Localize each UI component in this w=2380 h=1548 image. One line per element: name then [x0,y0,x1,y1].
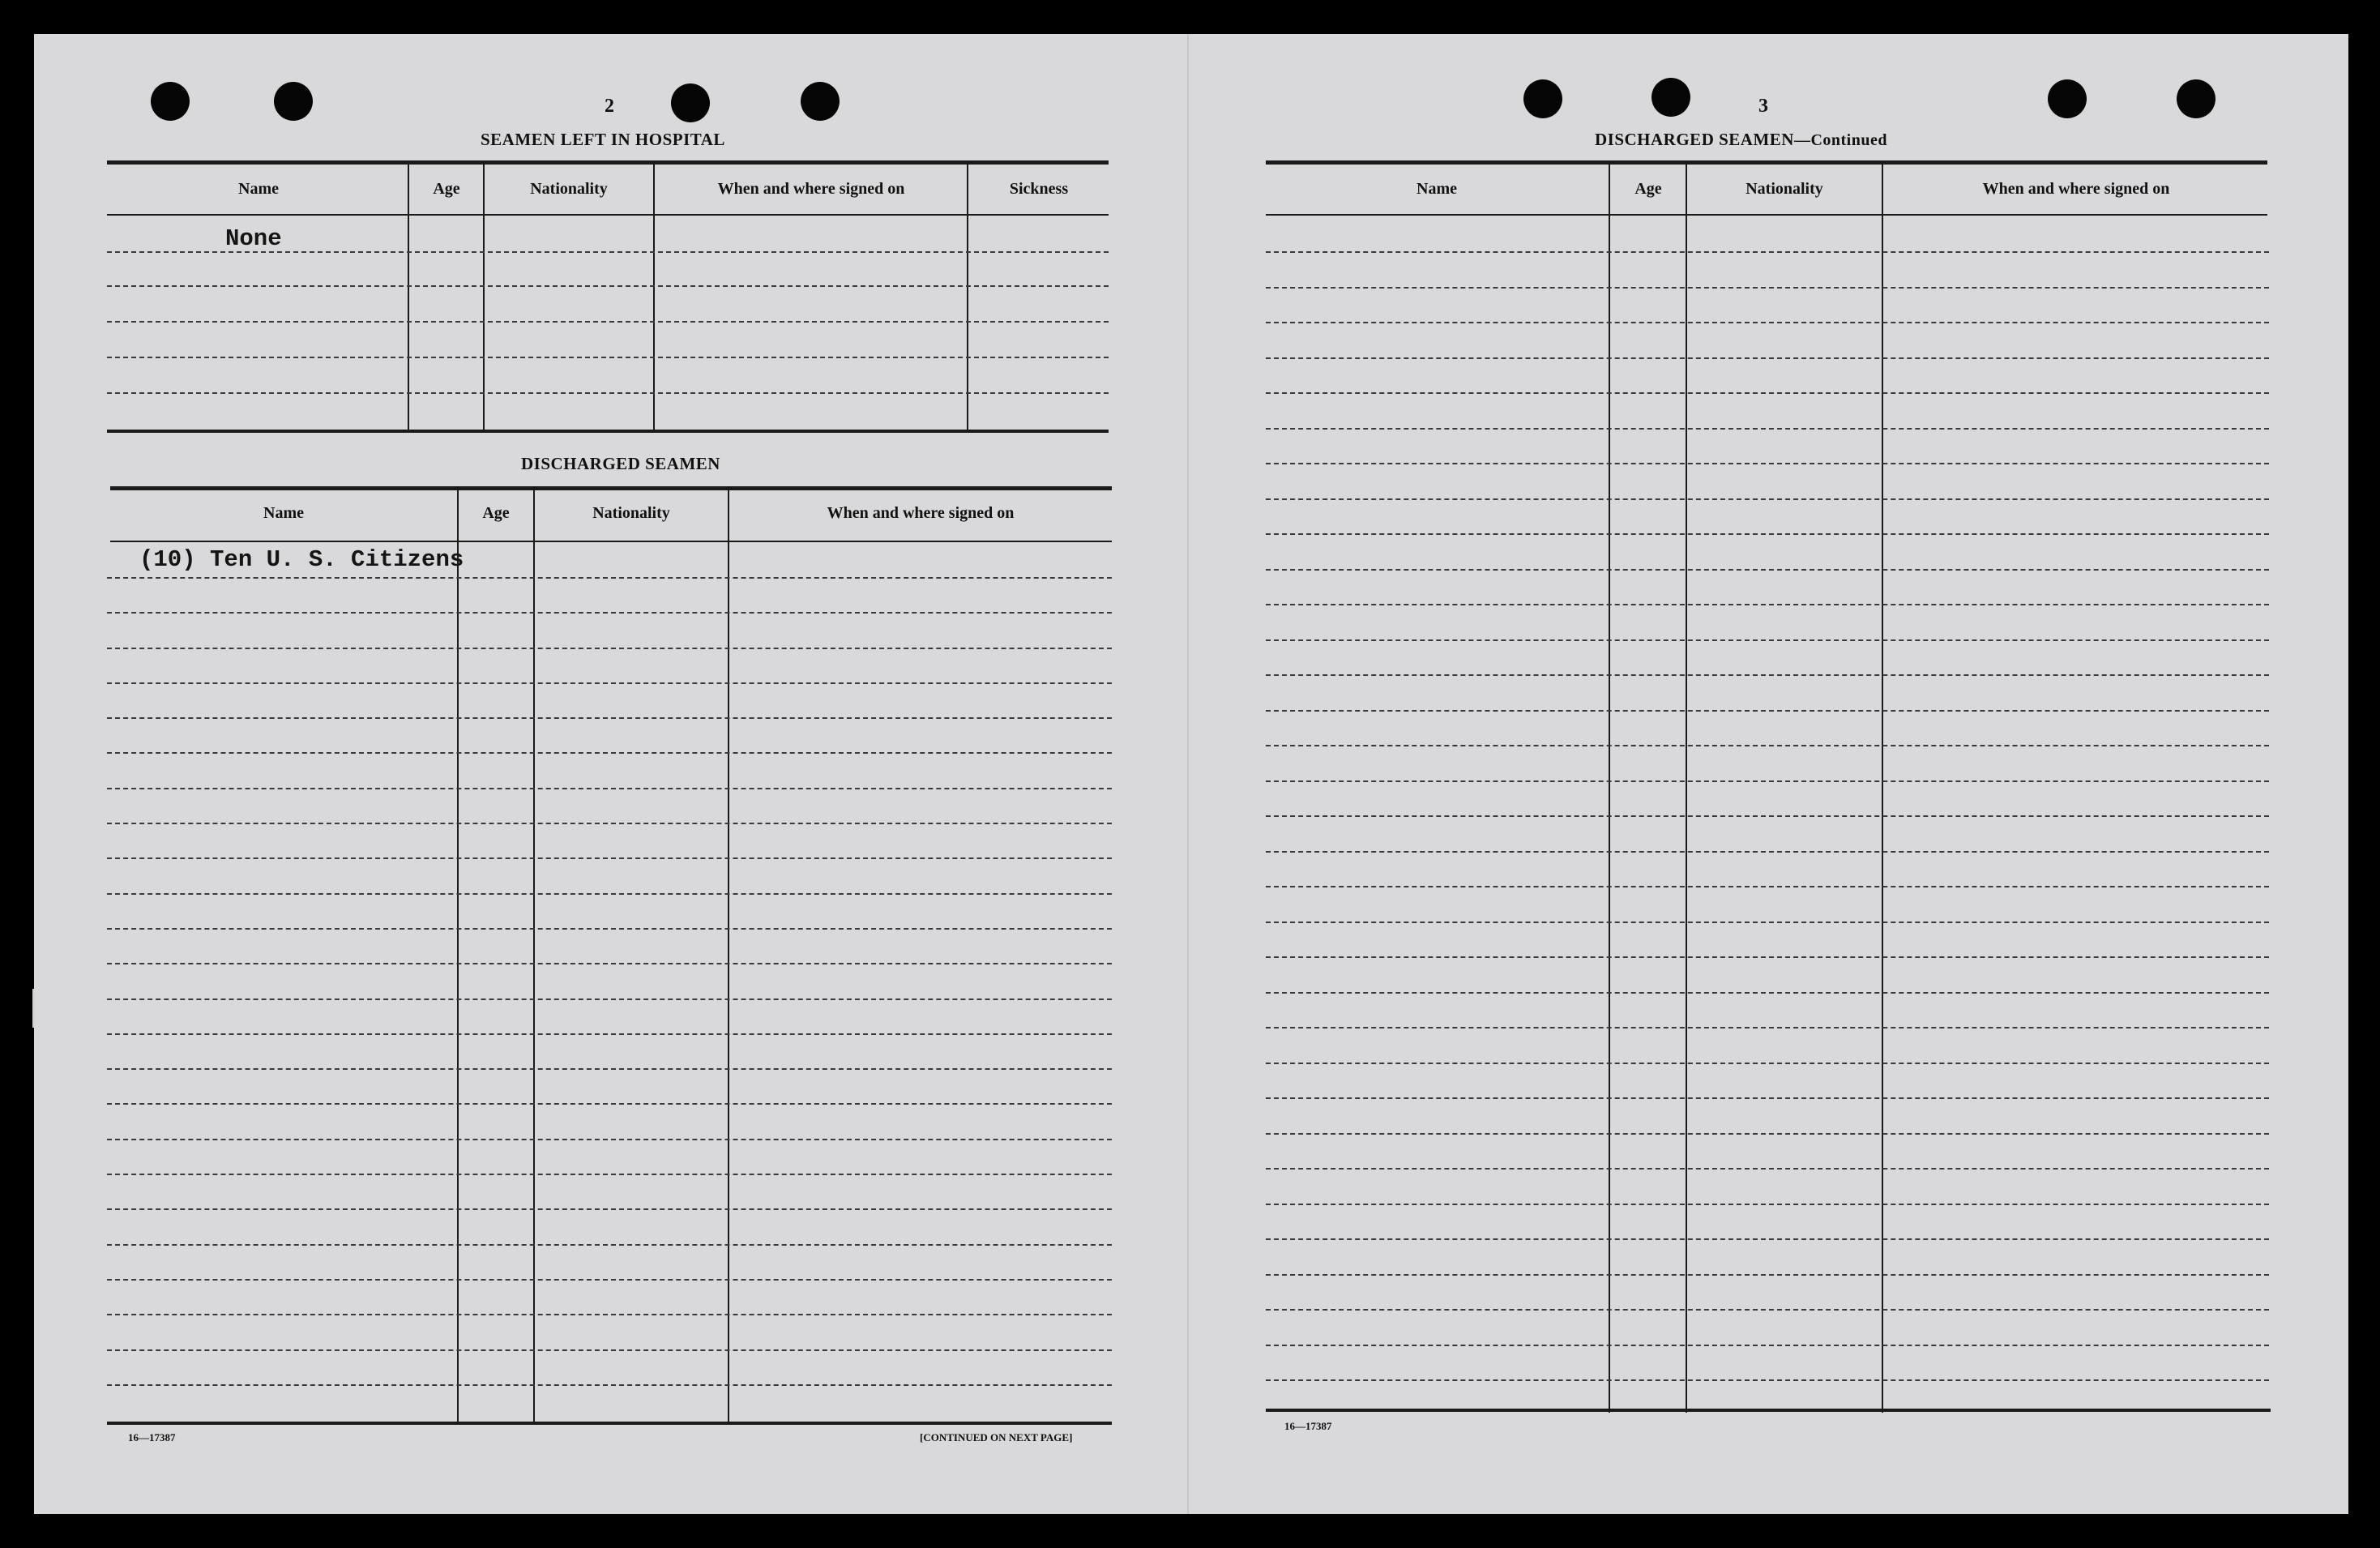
punch-hole [1523,79,1562,118]
row-line [1266,533,2269,535]
row-line [107,357,1109,358]
discharged-entry: (10) Ten U. S. Citizens [139,546,464,573]
title-main: DISCHARGED SEAMEN [1595,130,1794,149]
column-header-nationality: Nationality [530,180,608,198]
column-header-signed-on: When and where signed on [1982,180,2170,198]
column-divider [728,490,729,1424]
table-top-rule [107,160,1109,165]
punch-hole [1651,78,1690,117]
row-line [107,788,1112,789]
column-divider [457,490,459,1424]
row-line [107,893,1112,895]
row-line [1266,639,2269,641]
column-header-name: Name [1416,180,1457,198]
row-line [107,928,1112,930]
row-line [1266,956,2269,958]
continued-note: [CONTINUED ON NEXT PAGE] [920,1431,1073,1443]
discharged-section-title: DISCHARGED SEAMEN [521,454,720,473]
punch-hole [274,82,313,121]
column-header-nationality: Nationality [592,504,670,522]
row-line [107,1174,1112,1175]
discharged-continued-title [1595,130,1887,150]
hospital-entry: None [225,225,282,252]
form-number: 16—17387 [1284,1420,1332,1432]
row-line [107,1314,1112,1315]
row-line [1266,604,2269,605]
row-line [1266,357,2269,359]
table-bottom-rule [1266,1409,2271,1412]
page-number: 3 [1758,96,1768,117]
row-line [1266,1063,2269,1064]
column-header-nationality: Nationality [1745,180,1823,198]
row-line [1266,1274,2269,1276]
page-number: 2 [605,96,614,117]
row-line [107,1384,1112,1386]
row-line [107,1103,1112,1105]
row-line [1266,815,2269,817]
column-divider [1686,165,1687,1413]
row-line [1266,992,2269,994]
row-line [107,1068,1112,1070]
row-line [1266,1133,2269,1135]
row-line [107,1033,1112,1035]
row-line [107,648,1112,649]
header-underline [1266,214,2267,216]
column-divider [1882,165,1883,1413]
header-underline [107,214,1109,216]
row-line [107,1208,1112,1210]
row-line [1266,886,2269,887]
row-line [107,1349,1112,1351]
row-line [107,1279,1112,1281]
row-line [107,963,1112,964]
row-line [107,752,1112,754]
column-header-age: Age [433,180,460,198]
title-suffix: —Continued [1793,131,1887,149]
form-number: 16—17387 [128,1431,176,1443]
row-line [107,612,1112,614]
row-line [1266,287,2269,289]
row-line [107,285,1109,287]
punch-hole [801,82,840,121]
margin-mark [32,989,41,1028]
column-header-age: Age [1634,180,1662,198]
row-line [107,857,1112,859]
header-underline [110,541,1112,542]
row-line [1266,1238,2269,1240]
row-line [1266,1309,2269,1311]
row-line [1266,674,2269,676]
row-line [107,717,1112,719]
column-header-signed-on: When and where signed on [827,504,1015,522]
row-line [107,392,1109,394]
row-line [107,321,1109,323]
row-line [1266,922,2269,923]
punch-hole [2048,79,2087,118]
row-line [1266,1027,2269,1028]
hospital-section-title: SEAMEN LEFT IN HOSPITAL [481,130,725,149]
column-divider [1609,165,1610,1413]
row-line [1266,498,2269,500]
column-divider [533,490,535,1424]
row-line [1266,251,2269,253]
row-line [107,682,1112,684]
punch-hole [151,82,190,121]
row-line [1266,851,2269,853]
column-header-age: Age [482,504,510,522]
table-top-rule [1266,160,2267,165]
punch-hole [671,83,710,122]
column-header-name: Name [263,504,304,522]
row-line [107,577,1112,579]
row-line [1266,463,2269,464]
table-bottom-rule [107,1422,1112,1425]
row-line [1266,569,2269,571]
column-header-name: Name [238,180,279,198]
row-line [1266,428,2269,430]
row-line [107,823,1112,824]
row-line [1266,1379,2269,1381]
column-header-signed-on: When and where signed on [717,180,905,198]
punch-hole [2177,79,2215,118]
row-line [1266,1204,2269,1205]
row-line [1266,1168,2269,1170]
column-header-sickness: Sickness [1009,180,1069,198]
row-line [107,1139,1112,1140]
row-line [1266,745,2269,746]
page-fold [1187,34,1189,1514]
table-top-rule [110,486,1112,490]
table-bottom-rule [107,430,1109,433]
row-line [1266,780,2269,782]
row-line [1266,1345,2269,1346]
row-line [1266,1097,2269,1099]
row-line [107,999,1112,1000]
row-line [107,1244,1112,1246]
document-sheet [34,34,2348,1514]
row-line [1266,710,2269,712]
row-line [1266,322,2269,323]
row-line [1266,392,2269,394]
